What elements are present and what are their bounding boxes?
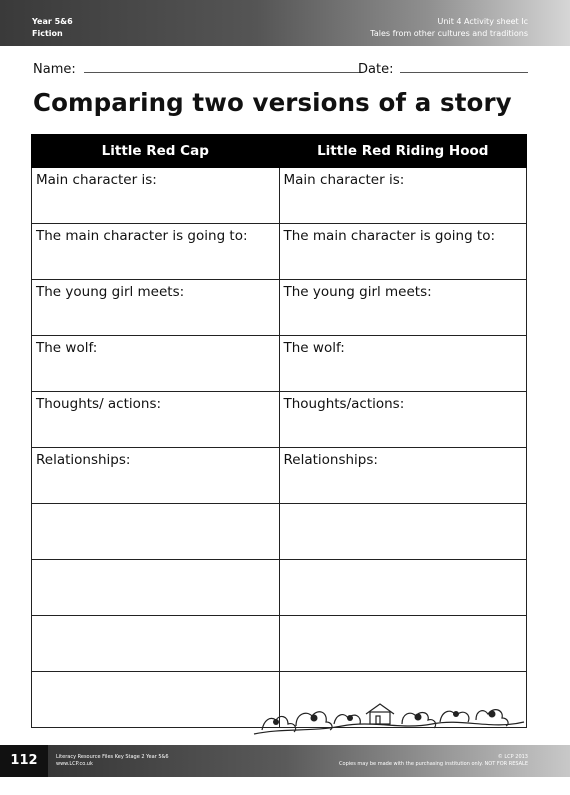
name-line[interactable] bbox=[84, 62, 360, 73]
table-row bbox=[32, 616, 527, 672]
footer-rights bbox=[339, 754, 528, 768]
column-header: Little Red Cap bbox=[32, 135, 280, 168]
landscape-illustration bbox=[252, 700, 527, 738]
table-cell[interactable]: Main character is: bbox=[32, 168, 280, 224]
table-cell[interactable]: The wolf: bbox=[279, 336, 527, 392]
copy-notice: Copies may be made with the purchasing institution only. NOT FOR RESALE bbox=[339, 761, 528, 767]
table-cell[interactable]: Relationships: bbox=[279, 448, 527, 504]
table-cell[interactable] bbox=[32, 616, 280, 672]
table-row bbox=[32, 224, 527, 280]
table-row bbox=[32, 560, 527, 616]
table-cell[interactable]: The young girl meets: bbox=[279, 280, 527, 336]
table-cell[interactable] bbox=[32, 672, 280, 728]
table-cell[interactable] bbox=[279, 560, 527, 616]
page-footer bbox=[0, 745, 570, 777]
table-cell[interactable]: The young girl meets: bbox=[32, 280, 280, 336]
page-title: Comparing two versions of a story bbox=[33, 88, 512, 117]
table-cell[interactable]: The main character is going to: bbox=[32, 224, 280, 280]
table-row bbox=[32, 392, 527, 448]
table-cell[interactable]: Relationships: bbox=[32, 448, 280, 504]
table-cell[interactable] bbox=[32, 504, 280, 560]
table-row bbox=[32, 504, 527, 560]
year-label: Year 5&6 bbox=[32, 17, 73, 26]
footer-series bbox=[56, 754, 169, 768]
genre-label: Fiction bbox=[32, 29, 63, 38]
table-cell[interactable]: Thoughts/actions: bbox=[279, 392, 527, 448]
table-row bbox=[32, 168, 527, 224]
date-line[interactable] bbox=[400, 62, 528, 73]
table-row bbox=[32, 280, 527, 336]
table-cell[interactable]: The wolf: bbox=[32, 336, 280, 392]
header-right bbox=[370, 16, 528, 40]
unit-subtitle: Tales from other cultures and traditions bbox=[370, 29, 528, 38]
table-header-row bbox=[32, 135, 527, 168]
page-header bbox=[0, 0, 570, 46]
table-cell[interactable]: Main character is: bbox=[279, 168, 527, 224]
copyright-label: © LCP 2013 bbox=[497, 754, 528, 760]
table-cell[interactable]: The main character is going to: bbox=[279, 224, 527, 280]
unit-label: Unit 4 Activity sheet Ic bbox=[437, 17, 528, 26]
name-field bbox=[33, 62, 360, 77]
website-link[interactable]: www.LCP.co.uk bbox=[56, 761, 93, 767]
series-label: Literacy Resource Files Key Stage 2 Year 5&6 bbox=[56, 754, 169, 760]
comparison-table bbox=[31, 134, 527, 728]
date-field bbox=[358, 62, 528, 77]
table-cell[interactable] bbox=[279, 616, 527, 672]
table-cell[interactable] bbox=[279, 504, 527, 560]
table-row bbox=[32, 448, 527, 504]
date-label: Date: bbox=[358, 62, 394, 77]
column-header: Little Red Riding Hood bbox=[279, 135, 527, 168]
table-cell[interactable] bbox=[32, 560, 280, 616]
page-number: 112 bbox=[0, 745, 48, 777]
table-cell[interactable]: Thoughts/ actions: bbox=[32, 392, 280, 448]
table-row bbox=[32, 336, 527, 392]
header-left bbox=[32, 16, 73, 40]
name-label: Name: bbox=[33, 62, 76, 77]
